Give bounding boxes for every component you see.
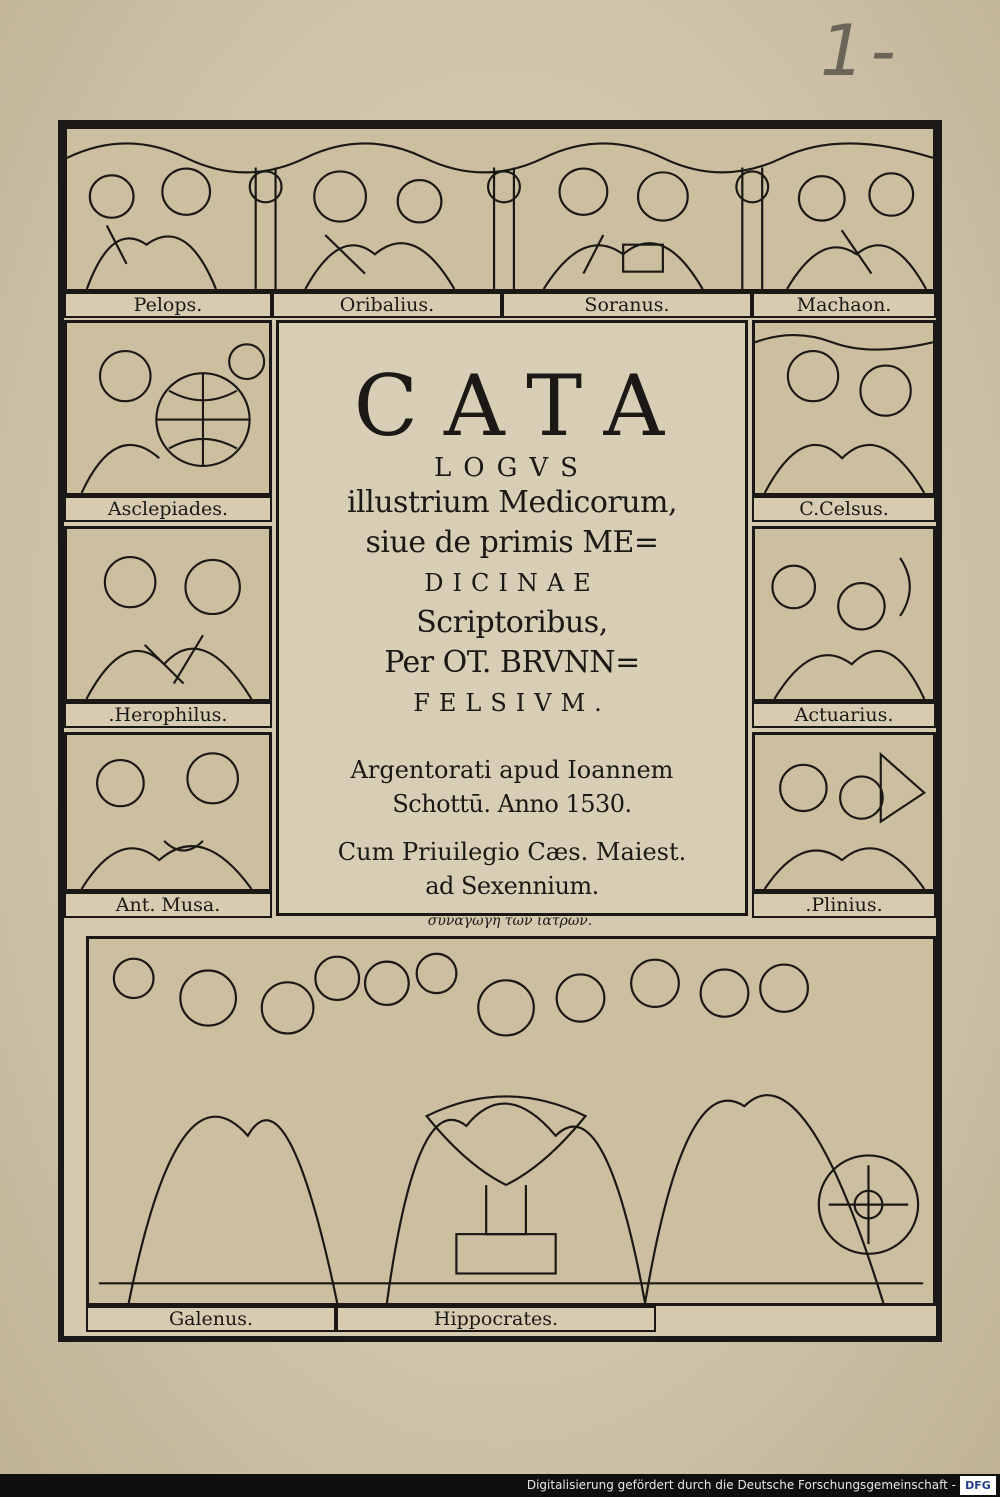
woodcut-herophilus-illustration	[67, 529, 269, 699]
woodcut-ant-musa-illustration	[67, 735, 269, 889]
caption-oribalius: Oribalius.	[272, 292, 502, 318]
title-per: Per OT. BRVNN=	[384, 645, 640, 680]
imprint-schottu: Schottū. Anno 1530.	[392, 790, 632, 818]
woodcut-assembly-illustration	[89, 939, 933, 1303]
caption-plinius: .Plinius.	[752, 892, 936, 918]
woodcut-celsus-illustration	[755, 323, 933, 493]
woodcut-asclepiades	[64, 320, 272, 496]
woodcut-celsus	[752, 320, 936, 496]
woodcut-top-physicians	[64, 126, 936, 292]
dfg-logo-icon: DFG	[960, 1476, 996, 1495]
title-dicinae: DICINAE	[424, 569, 600, 597]
woodcut-assembly-of-physicians	[86, 936, 936, 1306]
handwritten-page-number: 1-	[820, 10, 902, 92]
caption-asclepiades: Asclepiades.	[64, 496, 272, 522]
title-panel	[276, 320, 748, 916]
greek-caption: συναγωγη των ιατρων.	[427, 913, 593, 929]
title-cata: CATA	[353, 357, 691, 455]
woodcut-plinius-illustration	[755, 735, 933, 889]
caption-soranus: Soranus.	[502, 292, 752, 318]
woodcut-actuarius	[752, 526, 936, 702]
caption-herophilus: .Herophilus.	[64, 702, 272, 728]
imprint-argentorati: Argentorati apud Ioannem	[350, 756, 674, 784]
title-felsium: FELSIVM.	[413, 689, 611, 717]
caption-ant-musa: Ant. Musa.	[64, 892, 272, 918]
woodcut-top-illustration	[67, 129, 933, 289]
imprint-sexennium: ad Sexennium.	[425, 872, 599, 900]
caption-celsus: C.Celsus.	[752, 496, 936, 522]
title-siue: siue de primis ME=	[365, 525, 659, 560]
caption-machaon: Machaon.	[752, 292, 936, 318]
woodcut-ant-musa	[64, 732, 272, 892]
title-illustrium: illustrium Medicorum,	[346, 485, 678, 520]
woodcut-herophilus	[64, 526, 272, 702]
caption-galenus: Galenus.	[86, 1306, 336, 1332]
title-scriptoribus: Scriptoribus,	[416, 605, 608, 640]
caption-pelops: Pelops.	[64, 292, 272, 318]
woodcut-asclepiades-illustration	[67, 323, 269, 493]
caption-hippocrates: Hippocrates.	[336, 1306, 656, 1332]
woodcut-actuarius-illustration	[755, 529, 933, 699]
digitization-footer: Digitalisierung gefördert durch die Deutsche Forschungsgemeinschaft -	[0, 1474, 1000, 1497]
title-logus: LOGVS	[434, 453, 590, 483]
imprint-priuilegio: Cum Priuilegio Cæs. Maiest.	[337, 838, 687, 866]
caption-actuarius: Actuarius.	[752, 702, 936, 728]
woodcut-plinius	[752, 732, 936, 892]
